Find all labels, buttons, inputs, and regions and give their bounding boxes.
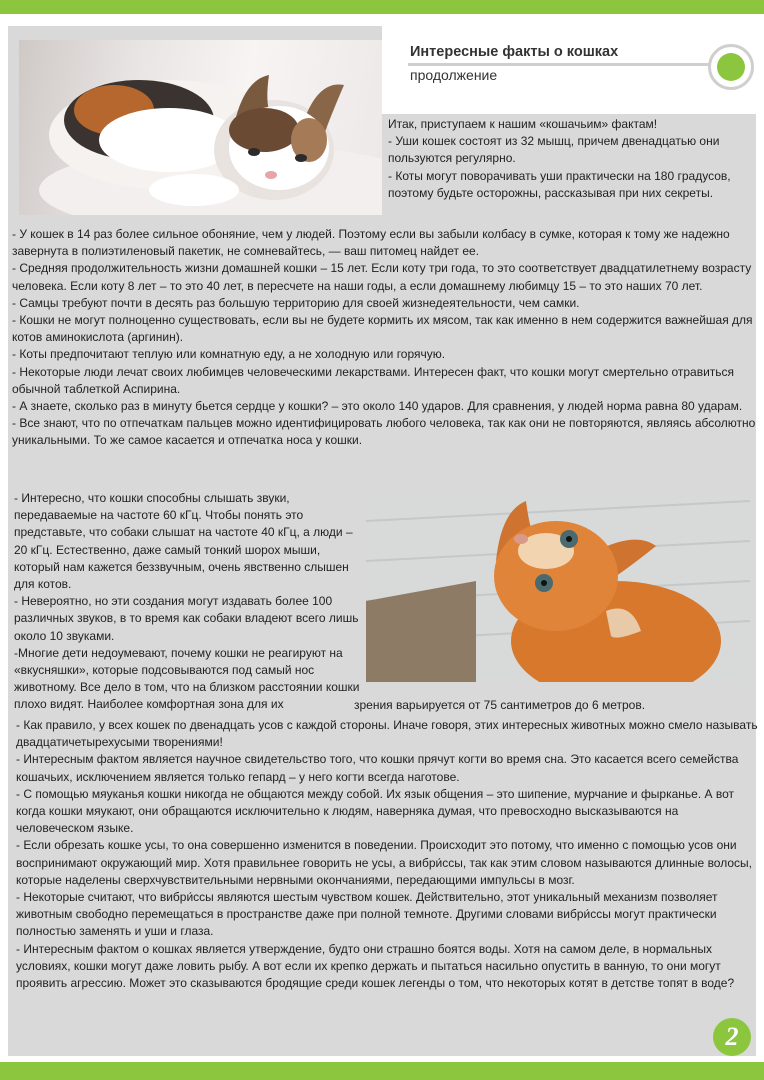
intro-paragraph: Итак, приступаем к нашим «кошачьим» фактам! [388,117,658,131]
intro-text [388,116,754,202]
bottom-text [16,717,758,992]
fact-paragraph: - Интересно, что кошки способны слышать звуки, передаваемые на частоте 60 кГц. Чтобы понять это представьте, что собаки слышат на частоте 40 кГц, а люди – 20 кГц. Естественно, даже самый тонкий шорох мыши, который нам кажется беззвучным, очень явственно слышен для котов. [14,491,353,592]
bottom-accent-bar [0,1062,764,1080]
page-number-badge: 2 [713,1018,751,1056]
fact-paragraph: -Многие дети недоумевают, почему кошки не реагируют на «вкусняшки», которые подсовываются под самый нос животному. Все дело в том, что на близком расстоянии кошки плохо видят. Наиболее комфортная зона для их [14,645,360,712]
calico-cat-photo [19,40,382,215]
fact-paragraph: - Средняя продолжительность жизни домашней кошки – 15 лет. Если коту три года, то это соответствует двадцатилетнему возрасту человека. Если коту 8 лет – то это 40 лет, в пересчете на наши годы, а если домашнему любимцу 15 – то это наших 70 лет. [12,261,752,293]
ginger-cat-photo [366,491,750,682]
fact-paragraph: - У кошек в 14 раз более сильное обоняние, чем у людей. Поэтому если вы забыли колбасу в сумке, которая к тому же надежно завернута в полиэтиленовый пакетик, не сомневайтесь, — ваш питомец найдет ее. [12,227,730,259]
fact-paragraph: - Некоторые люди лечат своих любимцев человеческими лекарствами. Интересен факт, что кошки могут смертельно отравиться обычной таблеткой Аспирина. [12,364,735,396]
fact-paragraph: - Кошки не могут полноценно существовать, если вы не будете кормить их мясом, так как именно в нем содержится важнейшая для котов аминокислота (аргинин). [12,313,753,345]
header-divider [408,63,722,66]
page-title: Интересные факты о кошках [410,44,619,60]
fact-paragraph: - Невероятно, но эти создания могут издавать более 100 различных звуков, в то время как собаки владеют всего лишь около 10 звуками. [14,594,359,643]
fact-paragraph: - Самцы требуют почти в десять раз большую территорию для своей жизнедеятельности, чем самки. [12,295,580,310]
intro-paragraph: - Коты могут поворачивать уши практически на 180 градусов, поэтому будьте осторожны, рассказывая при них секреты. [388,168,731,200]
left-column-continuation: зрения варьируется от 75 сантиметров до 6 метров. [354,698,646,712]
fact-paragraph: - Интересным фактом является научное свидетельство того, что кошки прячут когти во время сна. Это касается всего семейства кошачьих, исключением является только гепард – у него когти всегда наготове. [16,752,739,784]
fact-paragraph: - Некоторые считают, что вибри́ссы являются шестым чувством кошек. Действительно, этот уникальный механизм позволяет животным свободно перемещаться в пространстве даже при полной темноте. Другими словами вибри́ссы могут практически полностью заменять и уши и глаза. [16,890,718,939]
fact-paragraph: - Коты предпочитают теплую или комнатную еду, а не холодную или горячую. [12,347,446,362]
middle-text [12,226,758,450]
intro-paragraph: - Уши кошек состоят из 32 мышц, причем двенадцатью они пользуются регулярно. [388,134,720,166]
fact-paragraph: - Интересным фактом о кошках является утверждение, будто они страшно боятся воды. Хотя на самом деле, в нормальных условиях, кошки могут даже ловить рыбу. А вот если их крепко держать и пытаться насильно опустить в ванную, то они могут проявить агрессию. Может это сказываются бродящие среди кошек легенды о том, что некоторых котят в детстве топят в воде? [16,941,735,991]
fact-paragraph: - С помощью мяуканья кошки никогда не общаются между собой. Их язык общения – это шипение, мурчание и фырканье. А вот когда кошки мяукают, они обращаются исключительно к людям, наверняка думая, что превосходно высказываются на человеческом языке. [16,786,735,836]
left-column-text [14,490,362,714]
fact-paragraph: - А знаете, сколько раз в минуту бьется сердце у кошки? – это около 140 ударов. Для сравнения, у людей норма равна 80 ударам. [12,399,743,414]
fact-paragraph: - Как правило, у всех кошек по двенадцать усов с каждой стороны. Иначе говоря, этих интересных животных можно смело называть двадцатичетырехусыми творениями! [16,718,758,750]
fact-paragraph: - Все знают, что по отпечаткам пальцев можно идентифицировать любого человека, так как они не повторяются, являясь абсолютно уникальными. То же самое касается и отпечатка носа у кошки. [12,416,756,448]
top-accent-bar [0,0,764,14]
page-subtitle: продолжение [410,67,498,83]
fact-paragraph: - Если обрезать кошке усы, то она совершенно изменится в поведении. Происходит это потому, что именно с помощью усов они воспринимают окружающий мир. Хотя правильнее говорить не усы, а вибри́ссы, так как этим словом называются длинные волосы, которые наделены сверхчувствительными нервными окончаниями, передающими импульсы в мозг. [16,838,752,887]
header-circle-icon [717,53,745,81]
